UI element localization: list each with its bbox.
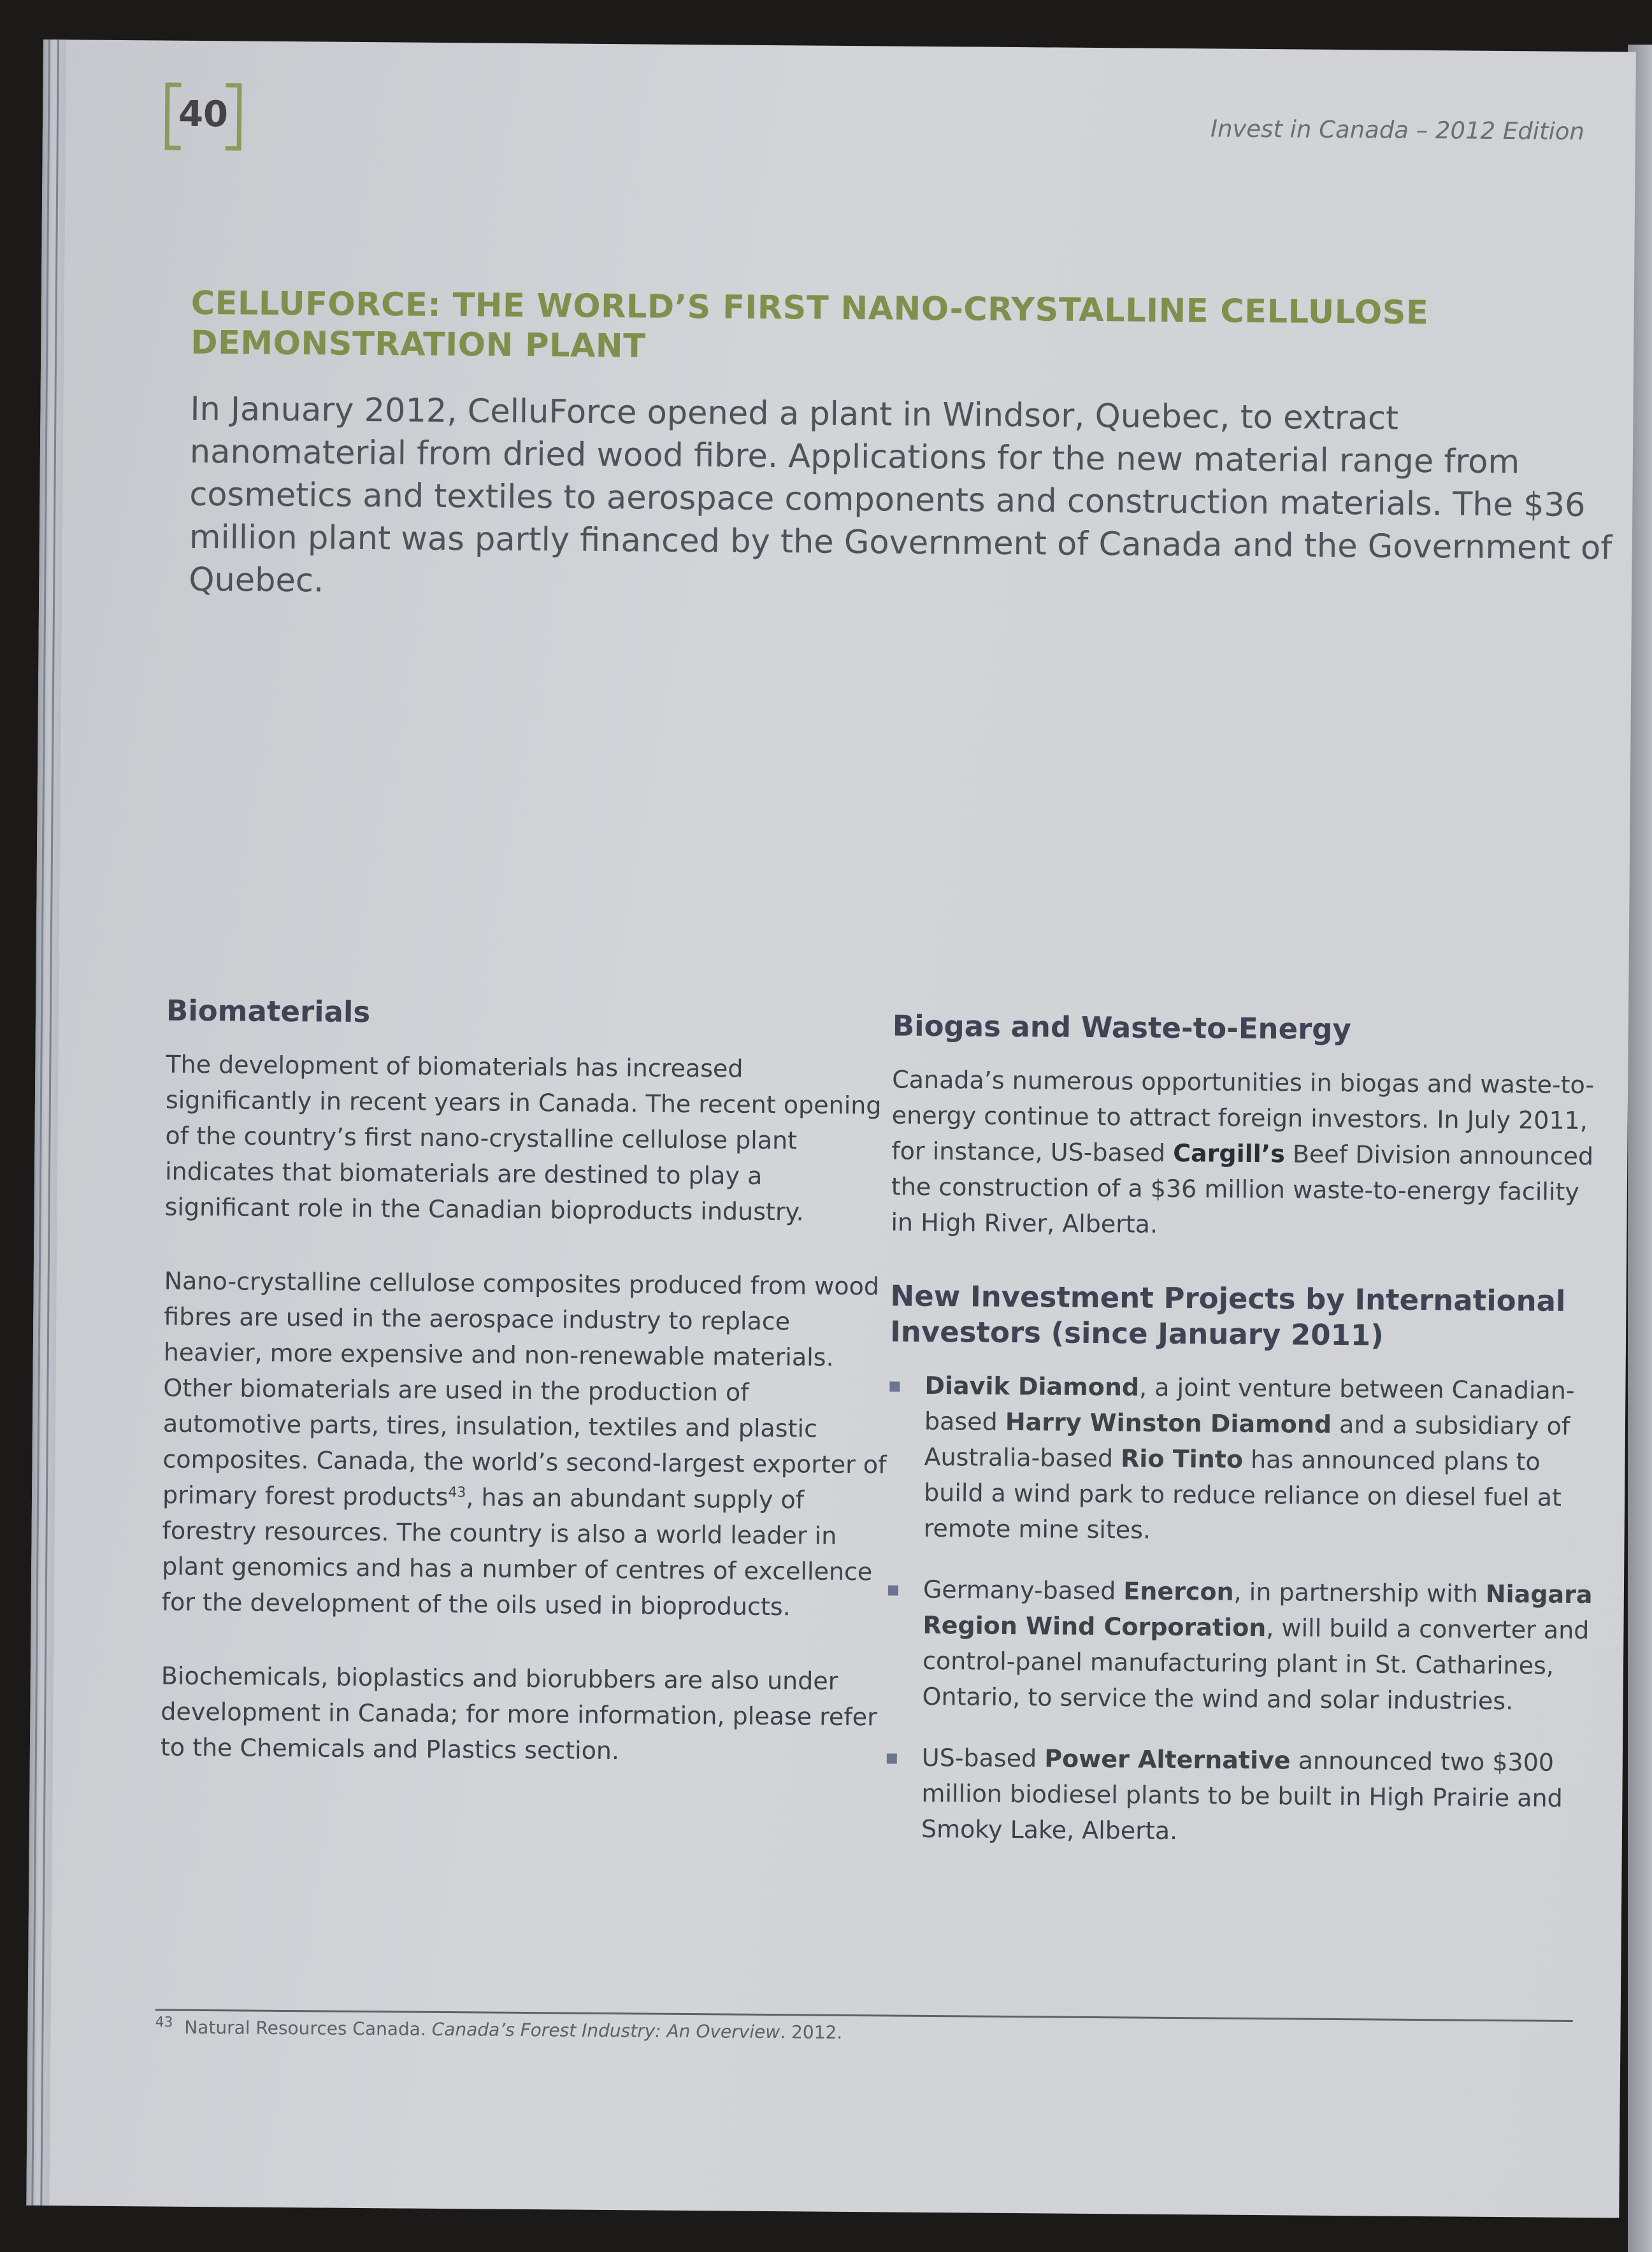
list-item [886,1739,1600,1852]
company-name: Harry Winston Diamond [1005,1407,1332,1438]
list-item [887,1571,1602,1719]
paragraph-text: Nano-crystalline cellulose composites produced from wood fibres are used in the aerospace industry to replace heavier, more expensive and non-renewable materials. Other biomaterials are used in the production of automotive parts, tires, insulation, textiles and plastic composites. Canada, the world’s second-largest exporter of primary forest products [162,1266,887,1512]
item-text: , a joint venture between Canadian-based [924,1373,1575,1436]
right-column [886,1008,1606,1878]
square-bullet-icon [887,1753,897,1763]
footnote-title: Canada’s Forest Industry: An Overview [431,2018,780,2043]
company-name: Niagara Region Wind Corporation [923,1579,1593,1642]
biomaterials-heading: Biomaterials [166,993,371,1029]
footnote-year: . 2012. [780,2021,843,2043]
left-column [160,993,893,1809]
paragraph-text: Beef Division announced the construction of a $36 million waste-to-energy facility in High River, Alberta. [891,1140,1594,1238]
running-header: Invest in Canada – 2012 Edition [1210,115,1585,146]
item-text: and a subsidiary of Australia-based [924,1410,1570,1473]
company-name: Cargill’s [1173,1138,1286,1168]
company-name: Enercon [1123,1577,1234,1606]
document-page [26,39,1636,2218]
list-item [888,1367,1603,1551]
square-bullet-icon [888,1585,898,1595]
company-name: Rio Tinto [1120,1444,1244,1474]
item-text: Germany-based [923,1575,1124,1605]
biogas-heading: Biogas and Waste-to-Energy [892,1008,1352,1047]
company-name: Diavik Diamond [924,1371,1140,1402]
item-text: US-based [921,1743,1045,1773]
footnote-reference: 43 [448,1484,466,1501]
feature-title: CELLUFORCE: THE WORLD’S FIRST NANO-CRYSTALLINE CELLULOSE DEMONSTRATION PLANT [190,284,1429,366]
item-text: has announced plans to build a wind park to reduce reliance on diesel fuel at remote mine sites. [923,1445,1562,1544]
binding-edge [26,39,66,2205]
biomaterials-paragraph-2 [162,1263,891,1626]
item-text: , in partnership with [1233,1577,1486,1608]
company-name: Power Alternative [1044,1744,1291,1775]
biogas-paragraph [891,1062,1605,1246]
page-number: 40 [165,83,242,147]
square-bullet-icon [889,1381,900,1391]
biomaterials-paragraph-3: Biochemicals, bioplastics and biorubbers are also under development in Canada; for more information, please refer to the Chemicals and Plastics section. [160,1661,877,1765]
footnote-number: 43 [155,2014,173,2031]
item-text: announced two $300 million biodiesel plants to be built in High Prairie and Smoky Lake, Alberta. [921,1746,1563,1846]
footnote-source: Natural Resources Canada. [184,2016,432,2040]
investments-heading: New Investment Projects by International Investors (since January 2011) [889,1279,1566,1352]
item-text: , will build a converter and control-panel manufacturing plant in St. Catharines, Ontario, to service the wind and solar industries. [922,1614,1590,1716]
investments-list [886,1367,1604,1852]
paragraph-text: , has an abundant supply of forestry resources. The country is also a world leader in plant genomics and has a number of centres of excellence for the development of the oils used in bioproducts. [161,1483,873,1621]
feature-body: In January 2012, CelluForce opened a plant in Windsor, Quebec, to extract nanomaterial from dried wood fibre. Applications for the new material range from cosmetics and textiles to aerospace components and construction materials. The $36 million plant was partly financed by the Government of Canada and the Government of Quebec. [189,390,1612,600]
biomaterials-paragraph-1: The development of biomaterials has increased significantly in recent years in Canada. The recent opening of the country’s first nano-crystalline cellulose plant indicates that biomaterials are destined to play a significant role in the Canadian bioproducts industry. [164,1050,882,1226]
footnote [155,2016,1572,2048]
paragraph-text: Canada’s numerous opportunities in biogas and waste-to-energy continue to attract foreign investors. In July 2011, for instance, US-based [891,1065,1595,1167]
